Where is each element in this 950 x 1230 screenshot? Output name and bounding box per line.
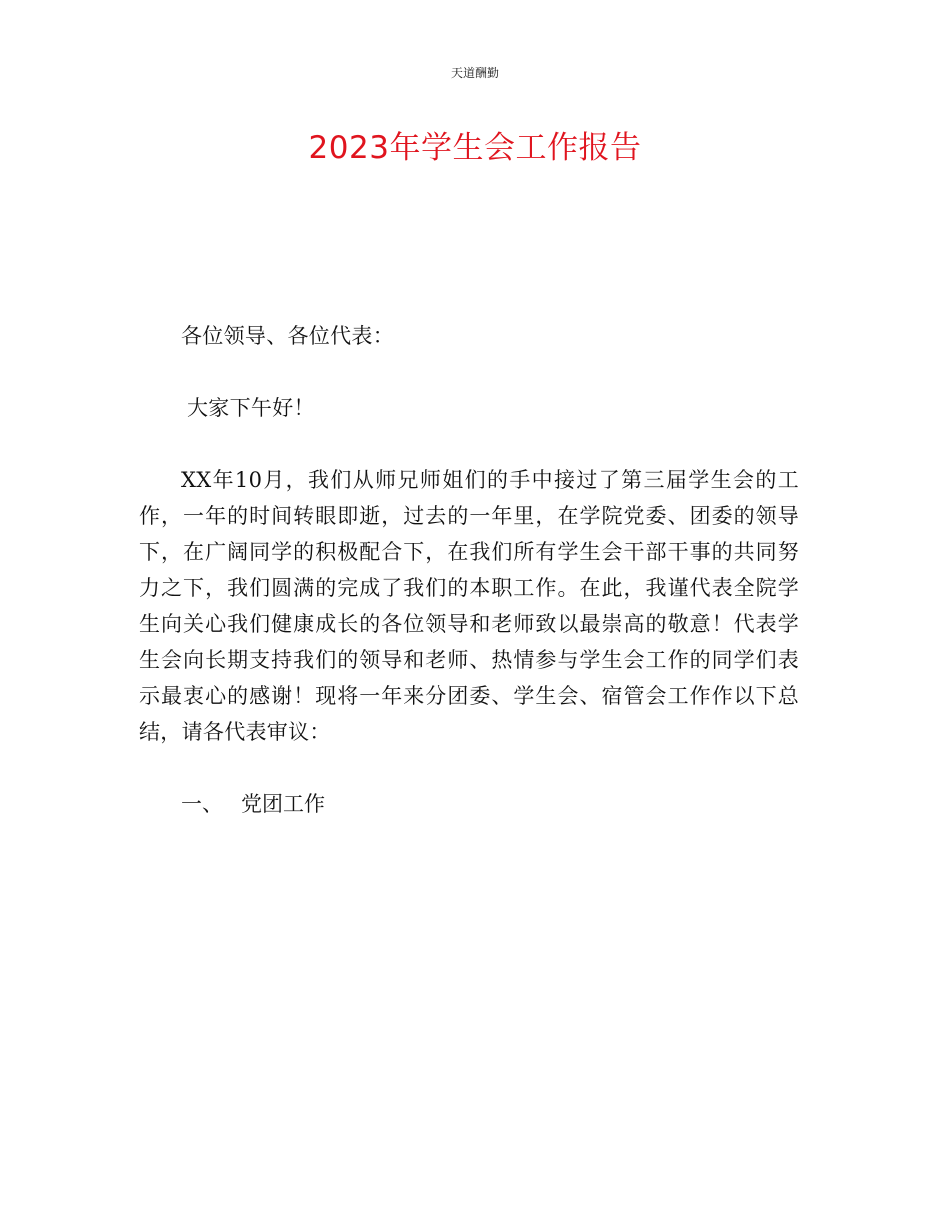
page-header: 天道酬勤 [450, 66, 499, 80]
document-body [139, 318, 799, 822]
greeting: 大家下午好！ [187, 396, 315, 420]
document-title: 2023年学生会工作报告 [308, 130, 642, 166]
paragraph-1: XX年10月，我们从师兄师姐们的手中接过了第三届学生会的工作，一年的时间转眼即逝，过去的一年里，在学院党委、团委的领导下，在广阔同学的积极配合下，在我们所有学生会干部干事的共同努力之下，我们圆满的完成了我们的本职工作。在此，我谨代表全院学生向关心我们健康成长的各位领导和老师致以最崇高的敬意！代表学生会向长期支持我们的领导和老师、热情参与学生会工作的同学们表示最衷心的感谢！现将一年来分团委、学生会、宿管会工作作以下总结，请各代表审议： [139, 468, 799, 744]
section-title: 党团工作 [241, 792, 325, 816]
section-number: 一、 [181, 792, 223, 816]
salutation: 各位领导、各位代表： [181, 324, 394, 348]
section-heading-1 [139, 786, 799, 822]
